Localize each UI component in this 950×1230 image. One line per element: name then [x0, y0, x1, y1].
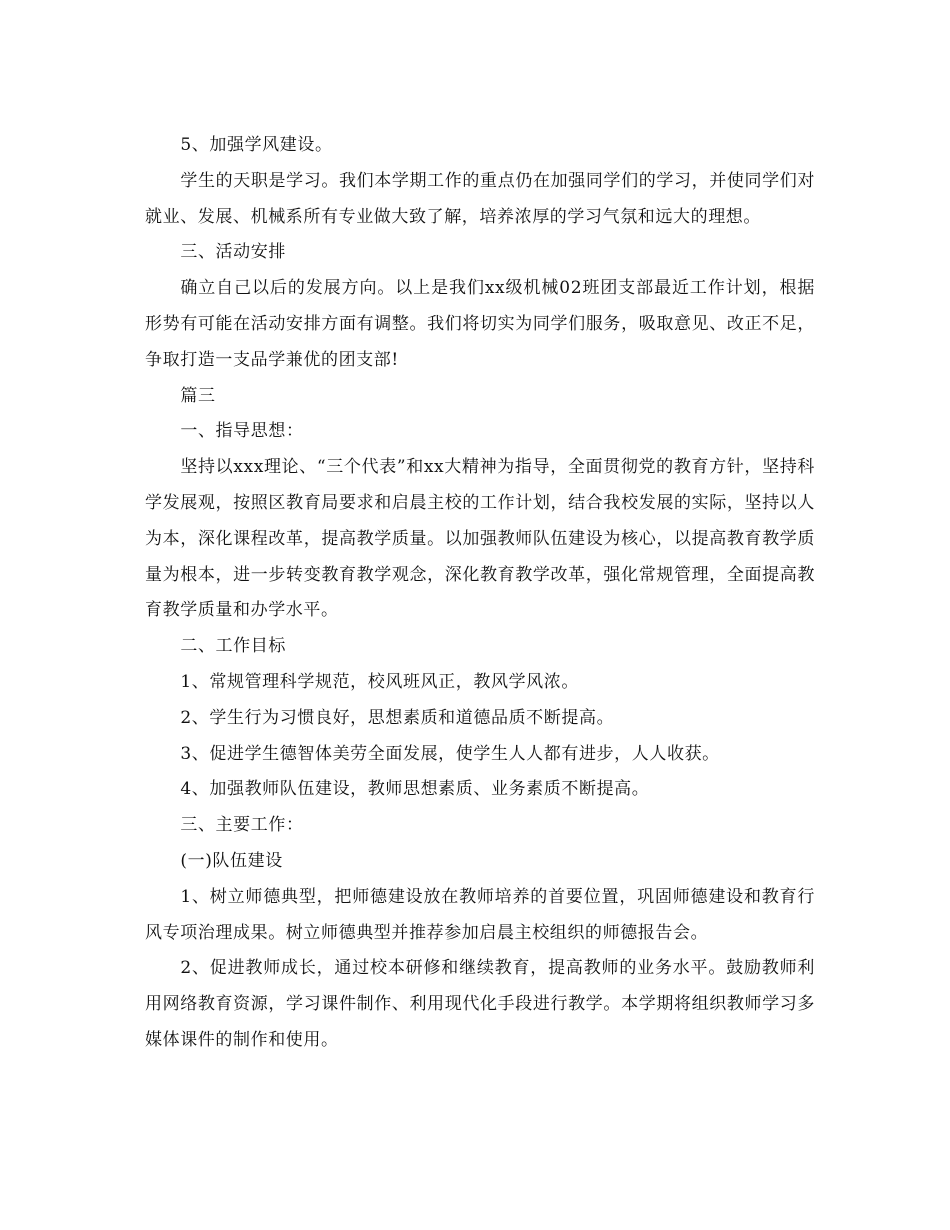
section-heading: 三、活动安排 [180, 242, 286, 263]
section-heading: 二、工作目标 [180, 636, 286, 657]
list-item: 1、树立师德典型，把师德建设放在教师培养的首要位置，巩固师德建设和教育行风专项治理成果。树立师德典型并推荐参加启晨主校组织的师德报告会。 [145, 886, 815, 943]
list-item: 3、促进学生德智体美劳全面发展，使学生人人都有进步，人人收获。 [180, 743, 720, 764]
paragraph: 确立自己以后的发展方向。以上是我们xx级机械02班团支部最近工作计划，根据形势有可能在活动安排方面有调整。我们将切实为同学们服务，吸取意见、改正不足，争取打造一支品学兼优的团支部! [145, 278, 815, 370]
list-item: 1、常规管理科学规范，校风班风正，教风学风浓。 [180, 671, 579, 692]
document-body [145, 128, 815, 1059]
chapter-heading: 篇三 [180, 385, 216, 406]
paragraph: 5、加强学风建设。 [180, 135, 333, 155]
subsection-heading: (一)队伍建设 [180, 850, 283, 871]
paragraph: 坚持以xxx理论、“三个代表”和xx大精神为指导，全面贯彻党的教育方针，坚持科学发展观，按照区教育局要求和启晨主校的工作计划，结合我校发展的实际，坚持以人为本，深化课程改革，提高教学质量。以加强教师队伍建设为核心，以提高教育教学质量为根本，进一步转变教育教学观念，深化教育教学改革，强化常规管理，全面提高教育教学质量和办学水平。 [145, 457, 815, 621]
section-heading: 一、指导思想： [180, 421, 304, 442]
list-item: 2、学生行为习惯良好，思想素质和道德品质不断提高。 [180, 707, 615, 728]
list-item: 4、加强教师队伍建设，教师思想素质、业务素质不断提高。 [180, 779, 650, 800]
list-item: 2、促进教师成长，通过校本研修和继续教育，提高教师的业务水平。鼓励教师利用网络教育资源，学习课件制作、利用现代化手段进行教学。本学期将组织教师学习多媒体课件的制作和使用。 [145, 958, 815, 1050]
paragraph: 学生的天职是学习。我们本学期工作的重点仍在加强同学们的学习，并使同学们对就业、发展、机械系所有专业做大致了解，培养浓厚的学习气氛和远大的理想。 [145, 170, 815, 227]
section-heading: 三、主要工作： [180, 815, 304, 836]
